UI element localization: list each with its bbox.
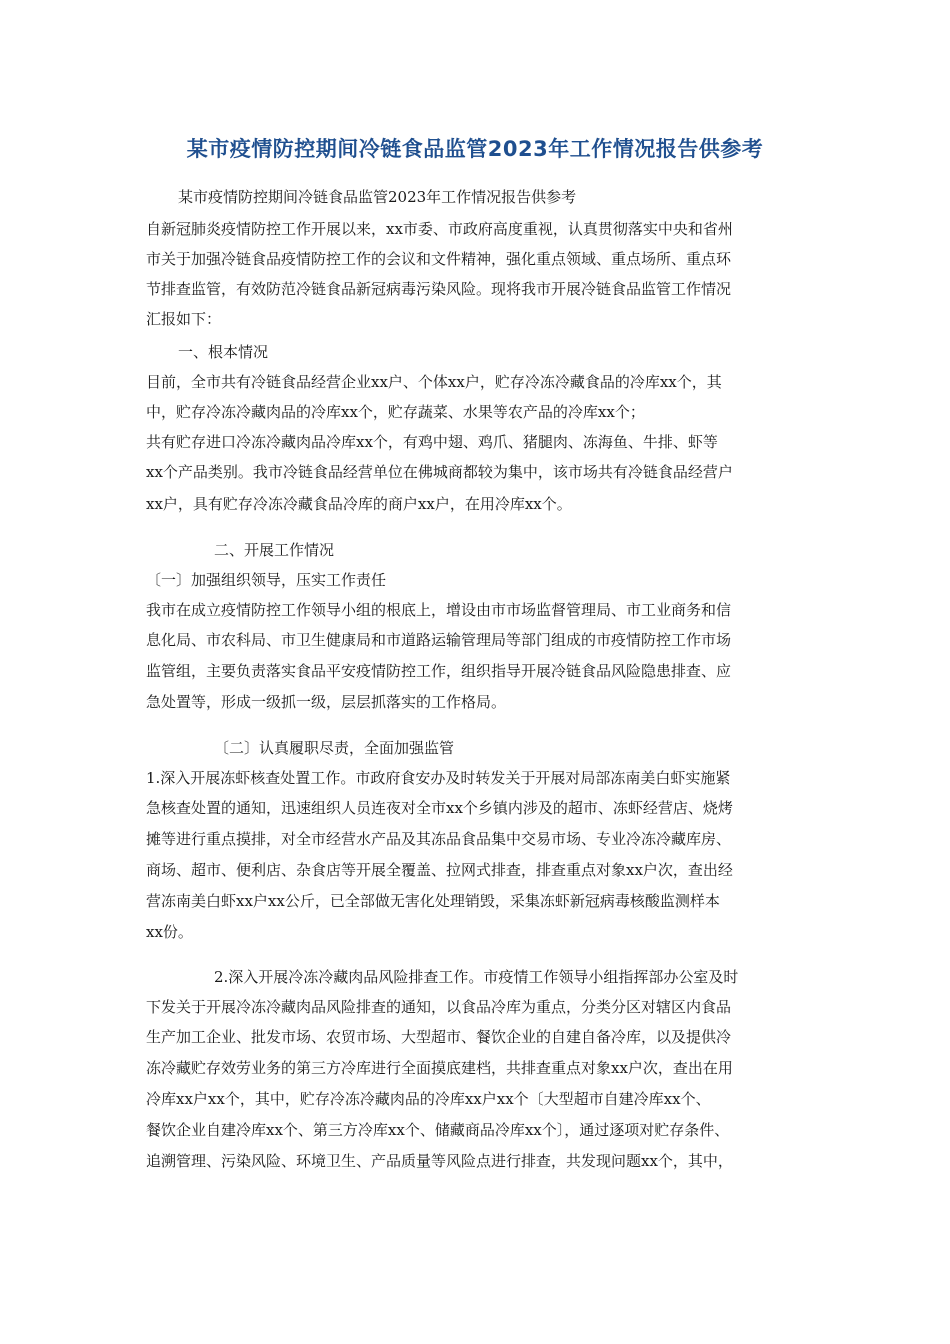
paragraph-line: 共有贮存进口冷冻冷藏肉品冷库xx个，有鸡中翅、鸡爪、猪腿肉、冻海鱼、牛排、虾等 [146, 433, 718, 451]
paragraph-line: 下发关于开展冷冻冷藏肉品风险排查的通知，以食品冷库为重点，分类分区对辖区内食品 [146, 998, 732, 1016]
paragraph-line: 我市在成立疫情防控工作领导小组的根底上，增设由市市场监督管理局、市工业商务和信 [146, 601, 732, 619]
subtitle-line: 某市疫情防控期间冷链食品监管2023年工作情况报告供参考 [178, 188, 577, 206]
paragraph-line: 摊等进行重点摸排，对全市经营水产品及其冻品食品集中交易市场、专业冷冻冷藏库房、 [146, 830, 732, 848]
paragraph-line: 市关于加强冷链食品疫情防控工作的会议和文件精神，强化重点领域、重点场所、重点环 [146, 250, 732, 268]
paragraph-line: 追溯管理、污染风险、环境卫生、产品质量等风险点进行排查，共发现问题xx个，其中， [146, 1152, 733, 1170]
paragraph-line: 自新冠肺炎疫情防控工作开展以来，xx市委、市政府高度重视，认真贯彻落实中央和省州 [146, 220, 733, 238]
paragraph-line: 2.深入开展冷冻冷藏肉品风险排查工作。市疫情工作领导小组指挥部办公室及时 [214, 968, 739, 986]
paragraph-line: 急核查处置的通知，迅速组织人员连夜对全市xx个乡镇内涉及的超市、冻虾经营店、烧烤 [146, 799, 733, 817]
paragraph-line: 餐饮企业自建冷库xx个、第三方冷库xx个、储藏商品冷库xx个〕，通过逐项对贮存条件、 [146, 1121, 730, 1139]
subsection-heading: 〔二〕认真履职尽责，全面加强监管 [214, 739, 455, 757]
subsection-heading: 〔一〕加强组织领导，压实工作责任 [146, 571, 387, 589]
paragraph-line: 冻冷藏贮存效劳业务的第三方冷库进行全面摸底建档，共排查重点对象xx户次，查出在用 [146, 1059, 733, 1077]
paragraph-line: xx份。 [146, 923, 193, 941]
paragraph-line: 营冻南美白虾xx户xx公斤，已全部做无害化处理销毁，采集冻虾新冠病毒核酸监测样本 [146, 892, 720, 910]
paragraph-line: 息化局、市农科局、市卫生健康局和市道路运输管理局等部门组成的市疫情防控工作市场 [146, 631, 732, 649]
paragraph-line: xx个产品类别。我市冷链食品经营单位在佛城商都较为集中，该市场共有冷链食品经营户 [146, 463, 733, 481]
paragraph-line: xx户，具有贮存冷冻冷藏食品冷库的商户xx户，在用冷库xx个。 [146, 495, 572, 513]
paragraph-line: 节排查监管，有效防范冷链食品新冠病毒污染风险。现将我市开展冷链食品监管工作情况 [146, 280, 732, 298]
paragraph-line: 冷库xx户xx个，其中，贮存冷冻冷藏肉品的冷库xx户xx个〔大型超市自建冷库xx个、 [146, 1090, 711, 1108]
paragraph-line: 生产加工企业、批发市场、农贸市场、大型超市、餐饮企业的自建自备冷库，以及提供冷 [146, 1028, 732, 1046]
paragraph-line: 商场、超市、便利店、杂食店等开展全覆盖、拉网式排查，排查重点对象xx户次，查出经 [146, 861, 733, 879]
paragraph-line: 1.深入开展冻虾核查处置工作。市政府食安办及时转发关于开展对局部冻南美白虾实施紧 [146, 769, 731, 787]
section-heading: 一、根本情况 [178, 343, 269, 361]
paragraph-line: 汇报如下： [146, 310, 222, 328]
paragraph-line: 目前，全市共有冷链食品经营企业xx户、个体xx户，贮存冷冻冷藏食品的冷库xx个，其 [146, 373, 722, 391]
paragraph-line: 监管组，主要负责落实食品平安疫情防控工作，组织指导开展冷链食品风险隐患排查、应 [146, 662, 732, 680]
paragraph-line: 急处置等，形成一级抓一级，层层抓落实的工作格局。 [146, 693, 507, 711]
document-title: 某市疫情防控期间冷链食品监管2023年工作情况报告供参考 [186, 137, 764, 161]
section-heading: 二、开展工作情况 [214, 541, 335, 559]
paragraph-line: 中，贮存冷冻冷藏肉品的冷库xx个，贮存蔬菜、水果等农产品的冷库xx个； [146, 403, 645, 421]
